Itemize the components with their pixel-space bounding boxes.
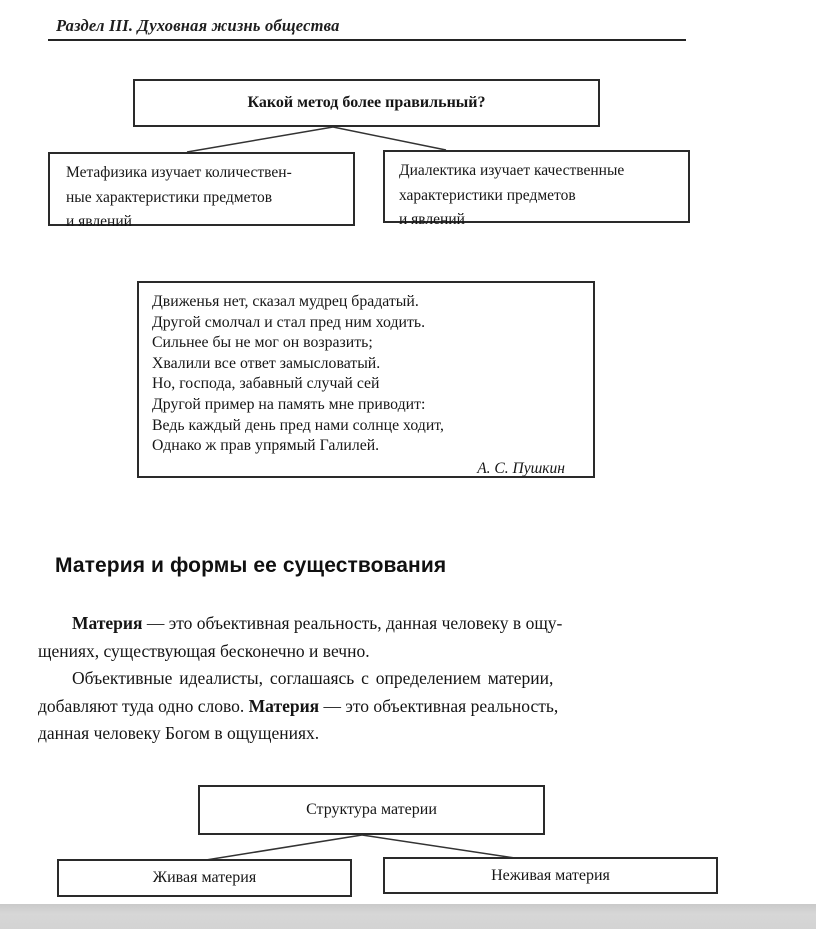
question-text: Какой метод более правильный?	[247, 94, 486, 111]
paragraph-run: добавляют туда одно слово.	[38, 695, 249, 716]
structure-box	[198, 785, 545, 835]
nonliving-matter-box	[383, 857, 718, 894]
structure-text: Структура материи	[306, 801, 437, 818]
metaphysics-line: ные характеристики предметов	[66, 188, 273, 206]
poem-line: Сильнее бы не мог он возразить;	[152, 334, 373, 352]
paragraph-line: щениях, существующая бесконечно и вечно.	[38, 640, 370, 661]
paragraph-line: данная человеку Богом в ощущениях.	[38, 723, 320, 744]
poem-line: Хвалили все ответ замысловатый.	[152, 354, 381, 372]
body-text	[38, 610, 786, 748]
living-matter-text: Живая материя	[152, 869, 257, 886]
living-matter-box	[57, 859, 352, 897]
term-materia-bold: Материя	[248, 695, 320, 716]
dialectics-line: характеристики предметов	[399, 186, 576, 204]
term-materia-bold: Материя	[72, 613, 143, 633]
metaphysics-line: Метафизика изучает количествен-	[66, 164, 292, 181]
poem-line: Движенья нет, сказал мудрец брадатый.	[152, 293, 419, 310]
paragraph-line	[38, 610, 786, 638]
poem-line: Но, господа, забавный случай сей	[152, 375, 380, 393]
paragraph-run: — это объективная реальность, данная человеку в ощу-	[142, 613, 563, 633]
paragraph-line	[38, 693, 786, 721]
poem-line: Однако ж прав упрямый Галилей.	[152, 437, 380, 455]
poem-line: Другой пример на память мне приводит:	[152, 395, 426, 413]
poem-line: Ведь каждый день пред нами солнце ходит,	[152, 416, 444, 434]
paragraph-run: — это объективная реальность,	[319, 695, 559, 716]
poem-line: Другой смолчал и стал пред ним ходить.	[152, 313, 426, 331]
dialectics-line: Диалектика изучает качественные	[399, 162, 625, 179]
scan-edge	[0, 904, 816, 929]
dialectics-box	[383, 150, 690, 228]
section-heading: Материя и формы ее существования	[55, 554, 447, 577]
metaphysics-line: и явлений	[66, 213, 132, 230]
running-head-text: Раздел III. Духовная жизнь общества	[56, 16, 340, 35]
nonliving-matter-text: Неживая материя	[491, 866, 610, 884]
poem-box	[137, 281, 595, 478]
question-box	[133, 79, 600, 127]
dialectics-line: и явлений	[399, 211, 465, 228]
paragraph-line: Объективные идеалисты, соглашаясь с определением материи,	[72, 668, 554, 689]
metaphysics-box	[48, 152, 355, 230]
page-header	[48, 16, 686, 41]
poem-attribution: А. С. Пушкин	[477, 459, 565, 477]
